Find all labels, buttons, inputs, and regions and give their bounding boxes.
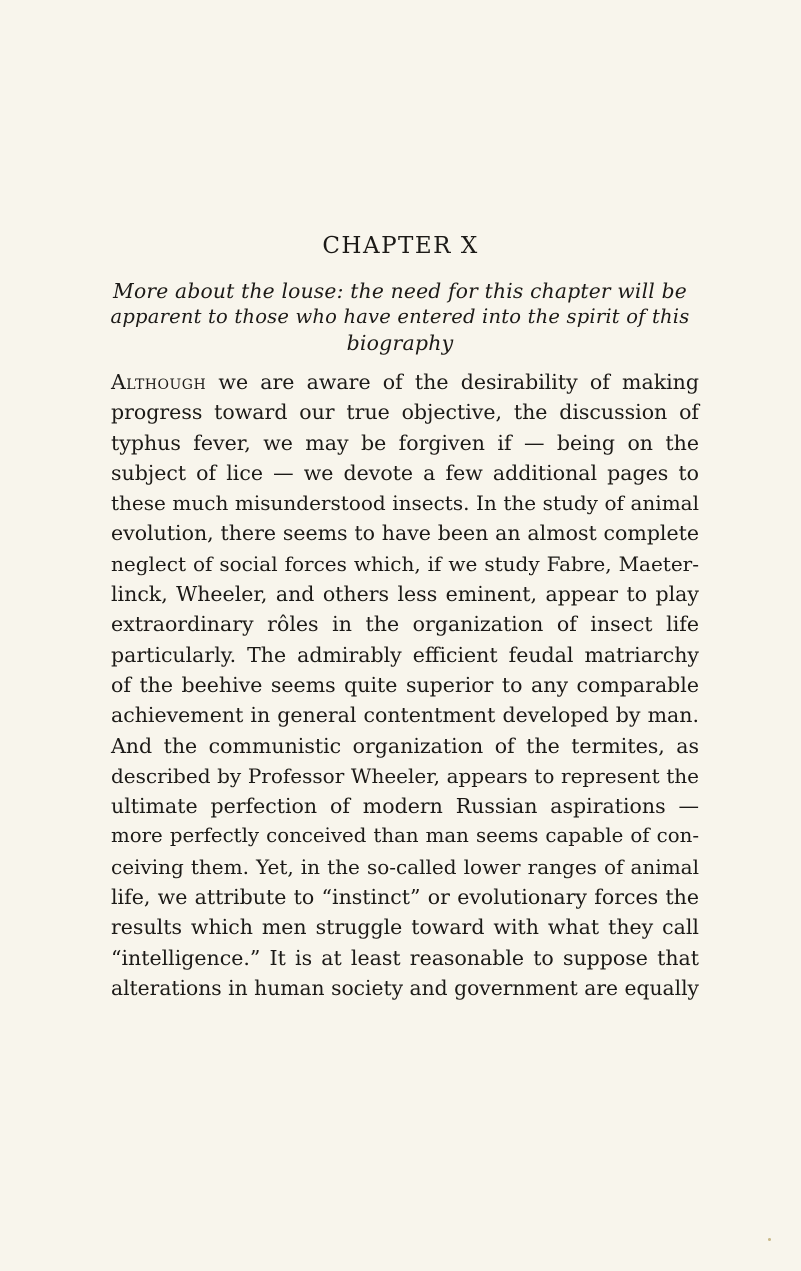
body-paragraph xyxy=(111,367,699,1003)
body-line: these much misunderstood insects. In the study of animal xyxy=(111,491,699,516)
paper-speck xyxy=(768,1238,771,1241)
body-line: neglect of social forces which, if we study Fabre, Maeter- xyxy=(111,551,699,576)
body-line: ceiving them. Yet, in the so-called lower ranges of animal xyxy=(111,854,699,879)
body-line: “intelligence.” It is at least reasonable to suppose that xyxy=(111,945,699,970)
chapter-heading: CHAPTER X xyxy=(322,233,479,259)
body-line xyxy=(111,367,699,397)
body-line: of the beehive seems quite superior to any comparable xyxy=(111,672,699,697)
subtitle-line: biography xyxy=(346,331,454,355)
body-line: And the communistic organization of the termites, as xyxy=(111,733,699,758)
subtitle-line: More about the louse: the need for this chapter will be xyxy=(113,279,687,303)
body-line: subject of lice — we devote a few additional pages to xyxy=(111,460,699,485)
body-line: evolution, there seems to have been an almost complete xyxy=(111,521,699,546)
body-line: more perfectly conceived than man seems capable of con- xyxy=(111,824,699,848)
body-line: life, we attribute to “instinct” or evolutionary forces the xyxy=(111,885,699,910)
body-line: particularly. The admirably efficient feudal matriarchy xyxy=(111,642,699,667)
body-line: described by Professor Wheeler, appears to represent the xyxy=(111,763,699,788)
body-line: achievement in general contentment developed by man. xyxy=(111,703,699,728)
body-line: typhus fever, we may be forgiven if — being on the xyxy=(111,430,699,455)
chapter-subtitle xyxy=(110,278,690,356)
body-line: extraordinary rôles in the organization of insect life xyxy=(111,612,699,637)
body-line: progress toward our true objective, the discussion of xyxy=(111,400,699,425)
body-line-text: we are aware of the desirability of making xyxy=(206,370,699,394)
body-line: ultimate perfection of modern Russian aspirations — xyxy=(111,794,699,819)
body-line: results which men struggle toward with what they call xyxy=(111,915,699,940)
subtitle-line: apparent to those who have entered into the spirit of this xyxy=(110,305,690,328)
body-line: alterations in human society and government are equally xyxy=(111,975,699,1000)
drop-word: Although xyxy=(111,370,207,394)
body-line: linck, Wheeler, and others less eminent, appear to play xyxy=(111,582,699,607)
